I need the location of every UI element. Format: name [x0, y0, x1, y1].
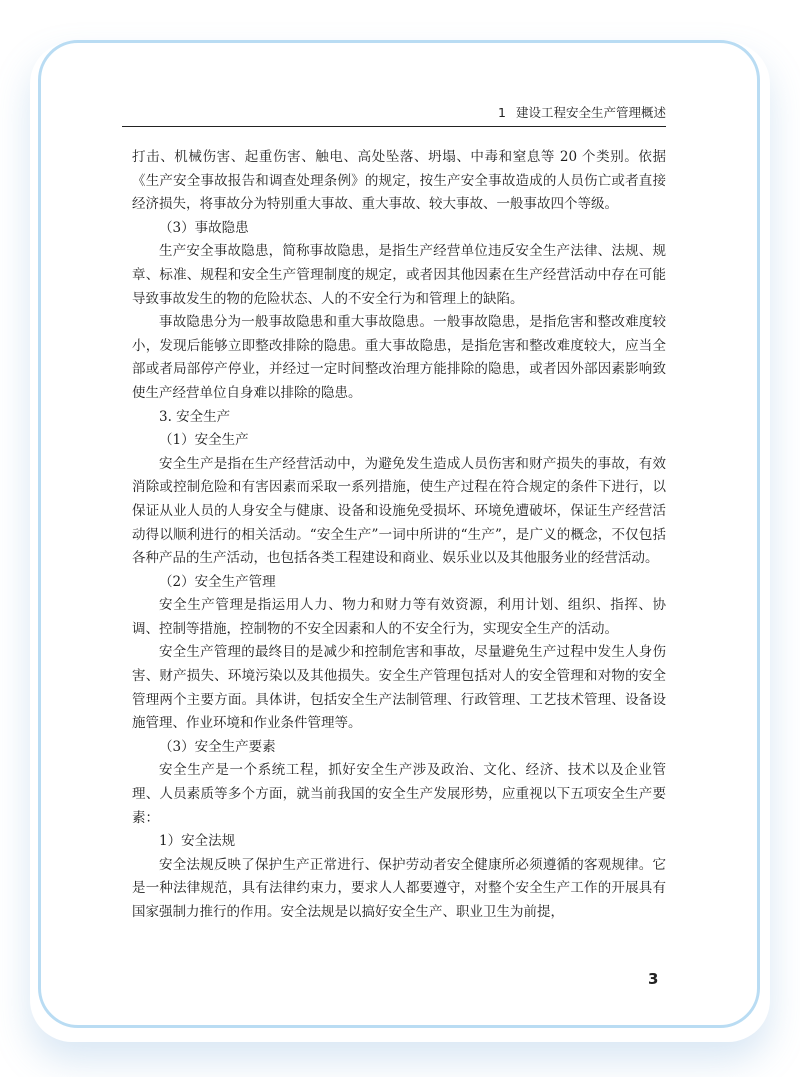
section-heading-accident-hazard: （3）事故隐患 [159, 219, 249, 236]
item-heading-safety-regulations: 1）安全法规 [159, 833, 236, 850]
paragraph: 安全生产管理是指运用人力、物力和财力等有效资源，利用计划、组织、指挥、协调、控制等措施，控制物的不安全因素和人的不安全行为，实现安全生产的活动。 [132, 597, 666, 637]
paragraph: 事故隐患分为一般事故隐患和重大事故隐患。一般事故隐患，是指危害和整改难度较小，发现后能够立即整改排除的隐患。重大事故隐患，是指危害和整改难度较大，应当全部或者局部停产停业，并经过一定时间整改治理方能排除的隐患，或者因外部因素影响致使生产经营单位自身难以排除的隐患。 [132, 314, 666, 401]
page-number: 3 [648, 970, 659, 988]
paragraph: 生产安全事故隐患，简称事故隐患，是指生产经营单位违反安全生产法律、法规、规章、标准、规程和安全生产管理制度的规定，或者因其他因素在生产经营活动中存在可能导致事故发生的物的危险状态、人的不安全行为和管理上的缺陷。 [132, 243, 666, 307]
chapter-title: 建设工程安全生产管理概述 [515, 105, 666, 120]
subsection-heading-safety-management: （2）安全生产管理 [159, 573, 276, 590]
paragraph: 安全生产是指在生产经营活动中，为避免发生造成人员伤害和财产损失的事故，有效消除或控制危险和有害因素而采取一系列措施，使生产过程在符合规定的条件下进行，以保证从业人员的人身安全与健康、设备和设施免受损坏、环境免遭破坏，保证生产经营活动得以顺利进行的相关活动。“安全生产”一词中所讲的“生产”，是广义的概念，不仅包括各种产品的生产活动，也包括各类工程建设和商业、娱乐业以及其他服务业的经营活动。 [132, 455, 666, 567]
paragraph-continuation: 打击、机械伤害、起重伤害、触电、高处坠落、坍塌、中毒和窒息等 20 个类别。依据《生产安全事故报告和调查处理条例》的规定，按生产安全事故造成的人员伤亡或者直接经济损失，将事故分为特别重大事故、重大事故、较大事故、一般事故四个等级。 [132, 149, 666, 213]
chapter-number: 1 [498, 105, 506, 120]
section-heading-safety-production: 3. 安全生产 [159, 408, 231, 425]
paragraph: 安全法规反映了保护生产正常进行、保护劳动者安全健康所必须遵循的客观规律。它是一种法律规范，具有法律约束力，要求人人都要遵守，对整个安全生产工作的开展具有国家强制力推行的作用。安全法规是以搞好安全生产、职业卫生为前提， [132, 856, 666, 920]
paragraph: 安全生产是一个系统工程，抓好安全生产涉及政治、文化、经济、技术以及企业管理、人员素质等多个方面，就当前我国的安全生产发展形势，应重视以下五项安全生产要素： [132, 762, 666, 826]
subsection-heading-safety-elements: （3）安全生产要素 [159, 738, 276, 755]
paragraph: 安全生产管理的最终目的是减少和控制危害和事故，尽量避免生产过程中发生人身伤害、财产损失、环境污染以及其他损失。安全生产管理包括对人的安全管理和对物的安全管理两个主要方面。具体讲，包括安全生产法制管理、行政管理、工艺技术管理、设备设施管理、作业环境和作业条件管理等。 [132, 644, 666, 732]
subsection-heading-safety-production: （1）安全生产 [159, 432, 249, 449]
running-header [122, 104, 666, 127]
body-text [132, 146, 666, 925]
